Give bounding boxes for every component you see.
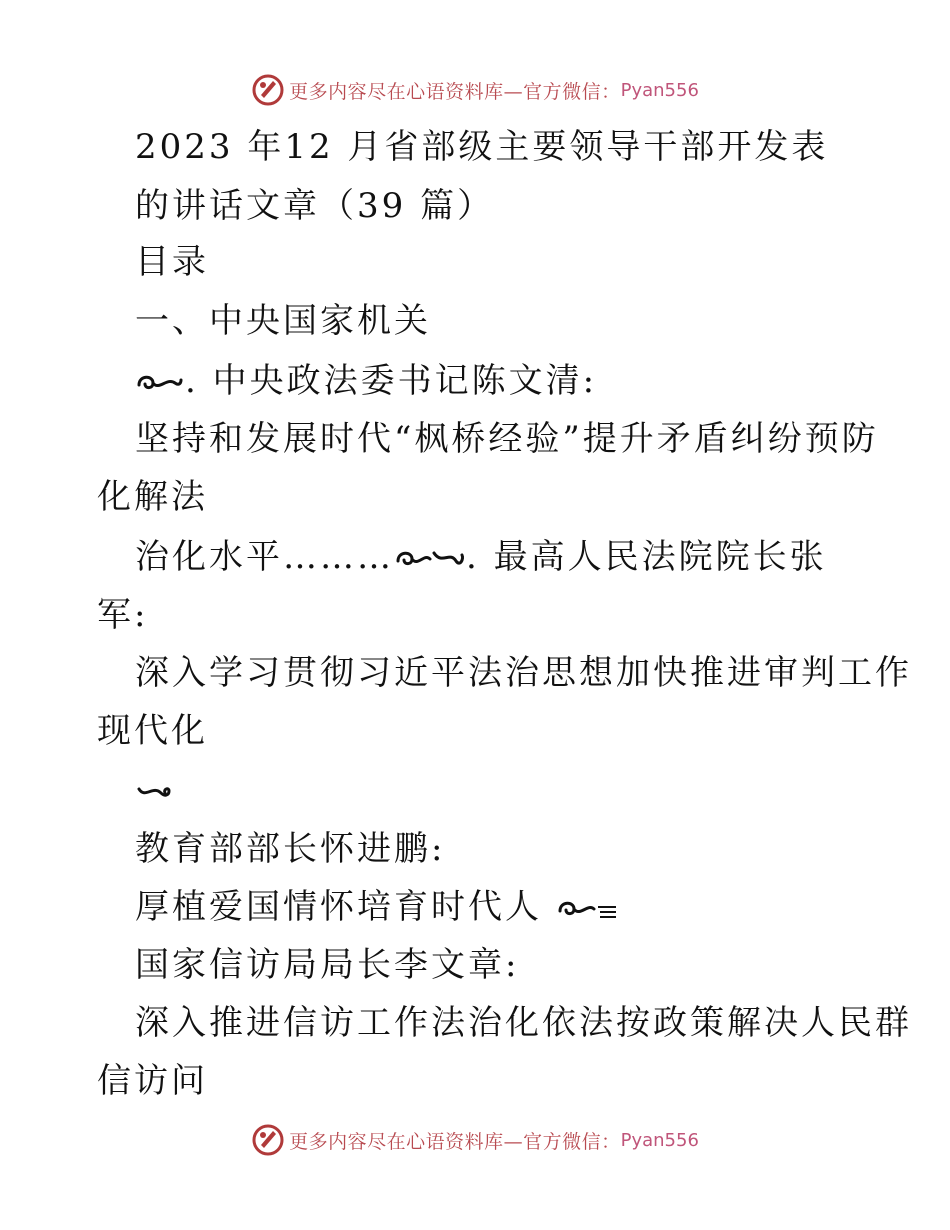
banner-text: 更多内容尽在心语资料库—官方微信：	[289, 80, 621, 103]
swirl-ornament-icon	[135, 781, 175, 805]
banner-wechat-id: Pyan556	[620, 1129, 699, 1151]
logo-icon	[251, 73, 285, 107]
header-banner	[0, 70, 950, 110]
toc-item-2-text-2: 现代化	[97, 711, 208, 751]
toc-item-2-title-cont: 军:	[97, 595, 149, 635]
toc-item-2-title: . 最高人民法院院长张	[466, 537, 827, 577]
swirl-ornament-icon	[135, 371, 185, 395]
title-line-1: 2023 年12 月省部级主要领导干部开发表	[135, 127, 829, 167]
toc-item-1-text-3	[135, 537, 827, 577]
toc-item-1-title: . 中央政法委书记陈文清:	[185, 361, 598, 401]
toc-item-3-marker	[135, 771, 175, 811]
section-heading: 一、中央国家机关	[135, 301, 431, 341]
title-line-2: 的讲话文章（39 篇）	[135, 186, 495, 226]
toc-item-3-text-1	[135, 887, 622, 927]
footer-banner	[0, 1120, 950, 1160]
toc-item-1-label	[135, 361, 597, 401]
toc-item-1-text-2: 化解法	[97, 477, 208, 517]
toc-item-3-text: 厚植爱国情怀培育时代人	[135, 887, 542, 927]
banner-wechat-id: Pyan556	[620, 79, 699, 101]
swirl-ornament-icon	[394, 547, 466, 571]
toc-item-1-tail: 治化水平………	[135, 537, 394, 577]
toc-item-4-text-2: 信访问	[97, 1061, 208, 1101]
banner-text: 更多内容尽在心语资料库—官方微信：	[289, 1130, 621, 1153]
toc-item-2-text-1: 深入学习贯彻习近平法治思想加快推进审判工作	[135, 653, 912, 693]
logo-icon	[251, 1123, 285, 1157]
swirl-ornament-icon	[556, 897, 622, 921]
toc-item-4-text-1: 深入推进信访工作法治化依法按政策解决人民群	[135, 1003, 912, 1043]
toc-item-4-title: 国家信访局局长李文章:	[135, 945, 520, 985]
toc-item-1-text-1: 坚持和发展时代“枫桥经验”提升矛盾纠纷预防	[135, 419, 879, 459]
toc-heading: 目录	[135, 242, 209, 282]
toc-item-3-title: 教育部部长怀进鹏:	[135, 829, 446, 869]
